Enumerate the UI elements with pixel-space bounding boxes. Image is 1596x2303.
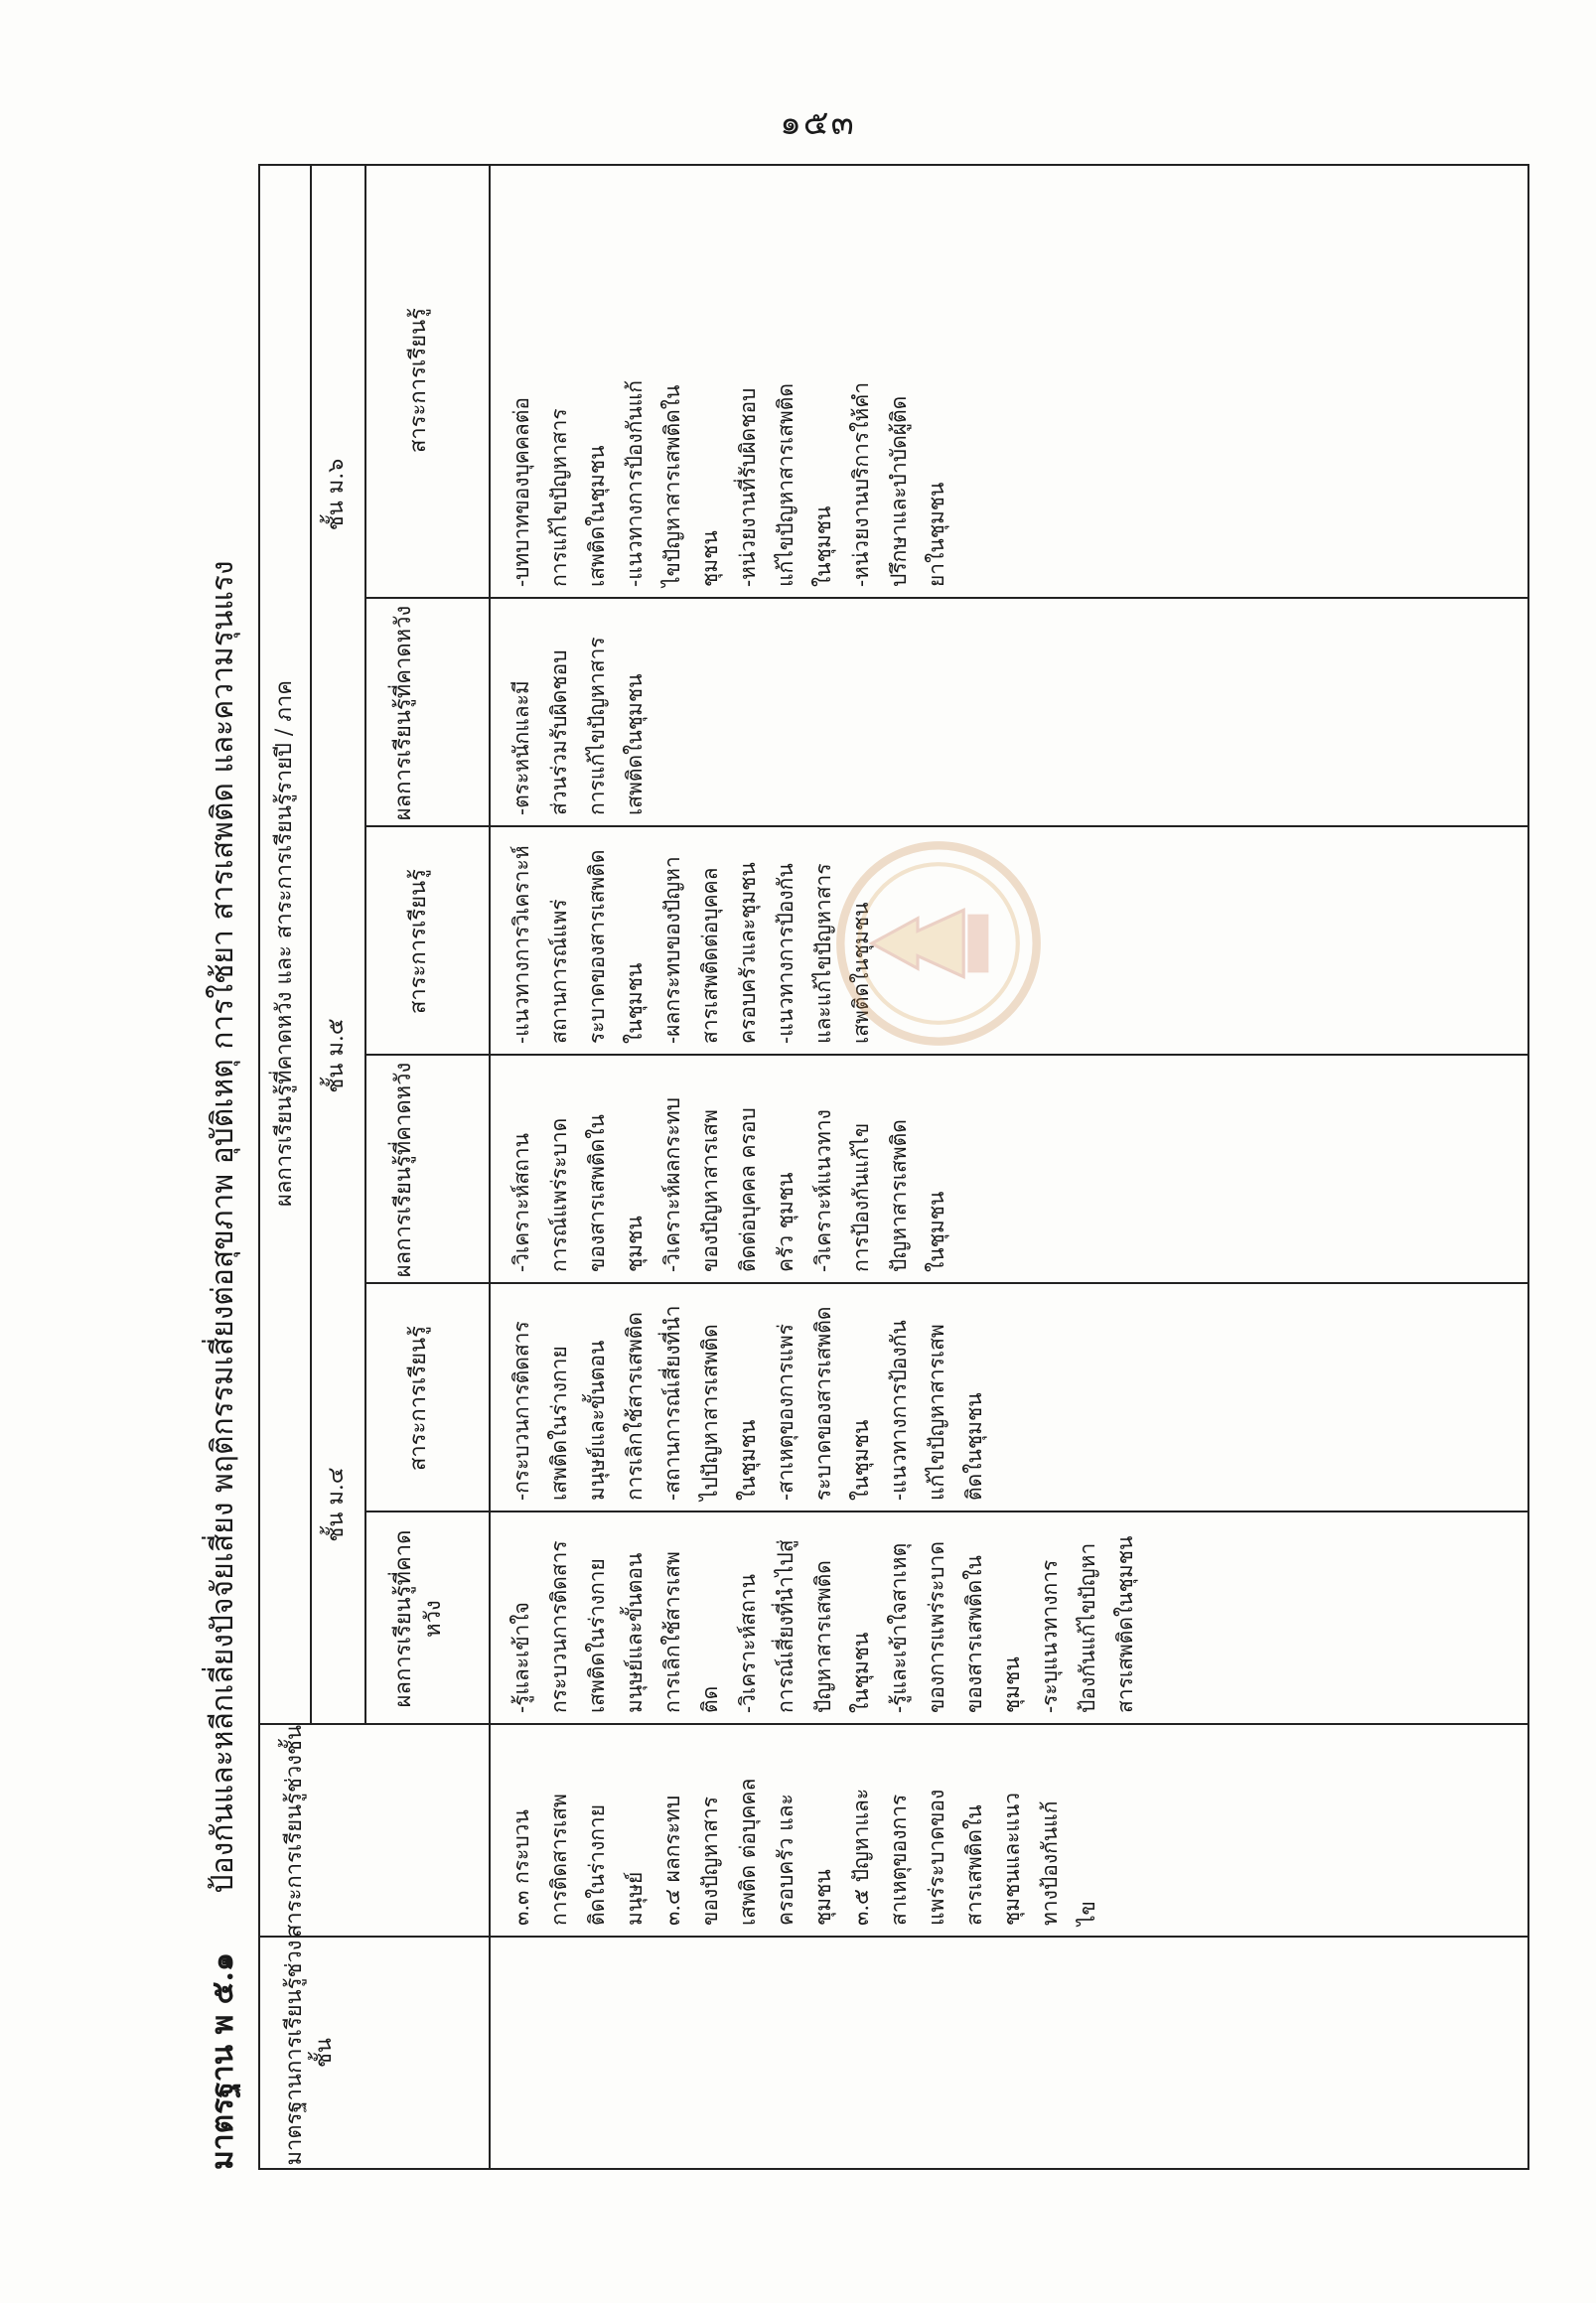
table-line: สารเสพติดในชุมชน — [1113, 1535, 1137, 1713]
table-line: ปรึกษาและบำบัดผู้ติด — [887, 395, 911, 587]
table-line: ทางป้องกันแก้ — [1038, 1800, 1062, 1926]
m4-outcome-column — [489, 1512, 1144, 1725]
table-line: ป้องกันแก้ไขปัญหา — [1076, 1542, 1099, 1713]
table-line: -ผลกระทบของปัญหา — [660, 856, 684, 1044]
table-line: เสพติดในชุมชน — [623, 673, 647, 815]
page-number: ๑๕๓ — [780, 103, 856, 143]
table-line: ของปัญหาสารเสพ — [698, 1109, 722, 1272]
table-line: ไขปัญหาสารเสพติดใน — [660, 384, 684, 587]
m6-content-column — [489, 162, 955, 599]
table-line: ของสารเสพติดใน — [585, 1114, 609, 1272]
standard-code: มาตรฐาน พ ๕.๑ — [206, 1952, 240, 2170]
table-line: ครอบครัวและชุมชน — [736, 862, 760, 1044]
table-line: ชุมชน — [623, 1216, 647, 1272]
table-line: ติดในชุมชน — [962, 1392, 986, 1501]
m5-content-column — [489, 827, 880, 1056]
table-line: แพร่ระบาดของ — [925, 1789, 948, 1926]
table-line: ครอบครัว และ — [774, 1794, 798, 1926]
header-grade-m6: ชั้น ม.๖ — [324, 458, 349, 531]
header-expected-group: ผลการเรียนรู้ที่คาดหวัง และ สาระการเรียนรู้รายปี / ภาค — [272, 680, 297, 1207]
table-line: และแก้ไขปัญหาสาร — [811, 863, 835, 1044]
table-line: -วิเคราะห์สถาน — [509, 1133, 533, 1272]
table-line: สารเสพติดต่อบุคคล — [698, 867, 722, 1044]
m5-outcome-column — [489, 1056, 955, 1284]
content-range-column — [489, 1725, 1106, 1938]
table-line: ของสารเสพติดใน — [962, 1555, 986, 1713]
table-line: -บทบาทของบุคคลต่อ — [509, 397, 533, 587]
table-line: ในชุมชน — [849, 1419, 873, 1501]
header-grade-m5: ชั้น ม.๕ — [324, 1018, 349, 1093]
table-line: มนุษย์ — [623, 1871, 647, 1926]
table-line: ของการแพร่ระบาด — [925, 1541, 948, 1713]
table-line: ในชุมชน — [925, 1191, 948, 1272]
standard-topic: ป้องกันและหลีกเลี่ยงปัจจัยเสี่ยง พฤติกรรมเสี่ยงต่อสุขภาพ อุบัติเหตุ การใช้ยา สารเสพติด และความรุนแรง — [206, 560, 240, 1894]
header-m6-outcome: ผลการเรียนรู้ที่คาดหวัง — [391, 605, 416, 821]
document-title — [199, 164, 248, 2170]
table-line: เสพติดในชุมชน — [849, 902, 873, 1044]
curriculum-table — [258, 164, 1529, 2170]
table-line: ๓.๓ กระบวน — [509, 1809, 533, 1926]
table-line: ในชุมชน — [849, 1632, 873, 1713]
table-line: -แนวทางการป้องกันแก้ — [623, 380, 647, 587]
header-standard: มาตรฐานการเรียนรู้ช่วงชั้น — [282, 1940, 337, 2166]
table-line: -หน่วยงานที่รับผิดชอบ — [736, 387, 760, 587]
m4-content-column — [489, 1284, 993, 1512]
table-line: การณ์เสี่ยงที่นำไปสู่ — [774, 1539, 798, 1713]
table-line: -วิเคราะห์ผลกระทบ — [660, 1097, 684, 1272]
table-line: กระบวนการติดสาร — [547, 1540, 571, 1713]
table-line: ระบาดของสารเสพติด — [585, 849, 609, 1044]
header-m4-outcome: ผลการเรียนรู้ที่คาดหวัง — [391, 1529, 446, 1708]
table-line: ปัญหาสารเสพติด — [887, 1119, 911, 1272]
table-line: การเลิกใช้สารเสพติด — [623, 1311, 647, 1501]
header-m5-content: สาระการเรียนรู้ — [406, 869, 431, 1014]
table-line: -สาเหตุของการแพร่ — [774, 1323, 798, 1501]
table-line: -แนวทางการวิเคราะห์ — [509, 845, 533, 1044]
table-line: ยาในชุมชน — [925, 482, 948, 587]
table-line: -รู้และเข้าใจ — [509, 1602, 533, 1713]
table-line: เสพติดในชุมชน — [585, 445, 609, 587]
table-line: การป้องกันแก้ไข — [849, 1122, 873, 1272]
table-line: ติดในร่างกาย — [585, 1803, 609, 1926]
table-line: แก้ไขปัญหาสารเสพ — [925, 1324, 948, 1501]
table-line: มนุษย์และขั้นตอน — [585, 1340, 609, 1501]
table-line: -แนวทางการป้องกัน — [887, 1320, 911, 1501]
header-m4-content: สาระการเรียนรู้ — [406, 1326, 431, 1471]
table-line: การเลิกใช้สารเสพ — [660, 1551, 684, 1713]
table-line: ครัว ชุมชน — [774, 1172, 798, 1272]
m6-outcome-column — [489, 599, 653, 827]
table-line: แก้ไขปัญหาสารเสพติด — [774, 382, 798, 587]
table-line: ในชุมชน — [811, 505, 835, 587]
table-line: เสพติดในร่างกาย — [585, 1558, 609, 1713]
table-line: -ตระหนักและมี — [509, 680, 533, 815]
table-line: การแก้ไขปัญหาสาร — [547, 408, 571, 587]
table-line: ของปัญหาสาร — [698, 1797, 722, 1926]
table-line: -แนวทางการป้องกัน — [774, 863, 798, 1044]
table-line: ๓.๔ ผลกระทบ — [660, 1795, 684, 1926]
table-line: ชุมชนและแนว — [1000, 1792, 1024, 1926]
table-line: สารเสพติดใน — [962, 1804, 986, 1926]
table-line: -วิเคราะห์แนวทาง — [811, 1109, 835, 1272]
table-line: การแก้ไขปัญหาสาร — [585, 637, 609, 815]
table-line: ชุมชน — [698, 530, 722, 587]
table-line: ในชุมชน — [623, 962, 647, 1044]
table-line: ระบาดของสารเสพติด — [811, 1306, 835, 1501]
rotated-sheet — [199, 164, 1539, 2170]
header-m5-outcome: ผลการเรียนรู้ที่คาดหวัง — [391, 1062, 416, 1278]
table-line: ติด — [698, 1685, 722, 1713]
table-line: เสพติด ต่อบุคคล — [736, 1778, 760, 1926]
table-line: ติดต่อบุคคล ครอบ — [736, 1107, 760, 1272]
table-line: -หน่วยงานบริการให้คำ — [849, 381, 873, 587]
table-line: การณ์แพร่ระบาด — [547, 1117, 571, 1272]
table-line: ปัญหาสารเสพติด — [811, 1560, 835, 1713]
table-line: การติดสารเสพ — [547, 1794, 571, 1926]
table-line: สถานการณ์แพร่ — [547, 899, 571, 1044]
header-grade-m4: ชั้น ม.๔ — [324, 1467, 349, 1542]
table-line: ชุมชน — [811, 1869, 835, 1926]
table-line: มนุษย์และขั้นตอน — [623, 1552, 647, 1713]
table-line: ไปปัญหาสารเสพติด — [698, 1324, 722, 1501]
table-line: ในชุมชน — [736, 1419, 760, 1501]
table-line: ส่วนร่วมรับผิดชอบ — [547, 649, 571, 815]
seal-watermark-icon — [834, 839, 1043, 1048]
table-line: -วิเคราะห์สถาน — [736, 1574, 760, 1713]
table-line: ชุมชน — [1000, 1656, 1024, 1713]
header-content-range: สาระการเรียนรู้ช่วงชั้น — [282, 1725, 307, 1938]
table-line: -ระบุแนวทางการ — [1038, 1559, 1062, 1713]
table-line: -สถานการณ์เสี่ยงที่นำ — [660, 1305, 684, 1501]
header-m6-content: สาระการเรียนรู้ — [406, 308, 431, 453]
table-line: ไข — [1076, 1901, 1099, 1926]
table-line: สาเหตุของการ — [887, 1794, 911, 1926]
table-line: -กระบวนการติดสาร — [509, 1321, 533, 1501]
table-line: เสพติดในร่างกาย — [547, 1346, 571, 1501]
table-line: ๓.๕ ปัญหาและ — [849, 1788, 873, 1926]
table-line: -รู้และเข้าใจสาเหตุ — [887, 1542, 911, 1713]
